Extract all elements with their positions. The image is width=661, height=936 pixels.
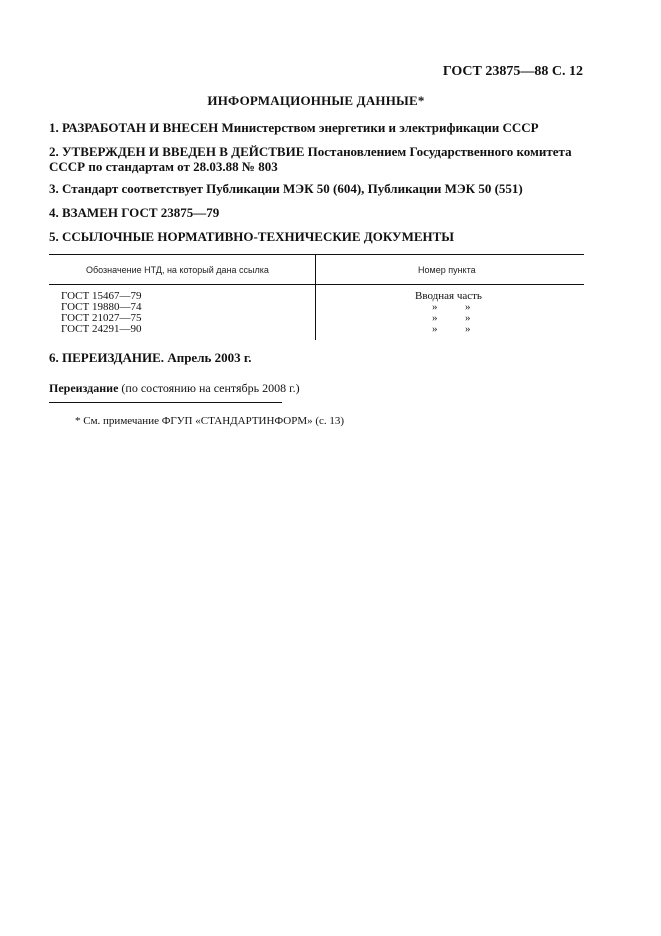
table-top-rule bbox=[49, 254, 584, 255]
document-reference: ГОСТ 23875—88 С. 12 bbox=[442, 64, 583, 79]
item-number: 4. bbox=[49, 205, 59, 220]
table-header-rule bbox=[49, 284, 584, 285]
table-cell-clause: Вводная часть bbox=[415, 290, 482, 302]
item-heading: РАЗРАБОТАН И ВНЕСЕН bbox=[62, 120, 219, 135]
reissue-label: Переиздание bbox=[49, 381, 119, 395]
reissue-text: (по состоянию на сентябрь 2008 г.) bbox=[121, 381, 300, 395]
table-column-divider bbox=[315, 254, 316, 340]
info-item-1 bbox=[49, 120, 599, 135]
table-header-ntd: Обозначение НТД, на который дана ссылка bbox=[86, 265, 269, 275]
info-item-5 bbox=[49, 229, 599, 244]
info-item-4 bbox=[49, 205, 599, 220]
table-cell-clause: » » bbox=[432, 323, 471, 335]
item-number: 6. bbox=[49, 350, 59, 365]
item-text: Министерством энергетики и электрификации СССР bbox=[221, 120, 539, 135]
item-text: Постановлением Государственного комитета СССР по стандартам от 28.03.88 № 803 bbox=[49, 144, 572, 174]
item-number: 5. bbox=[49, 229, 59, 244]
reissue-note bbox=[49, 381, 300, 396]
item-text: Апрель 2003 г. bbox=[167, 350, 252, 365]
item-number: 2. bbox=[49, 144, 59, 159]
info-item-3 bbox=[49, 181, 599, 196]
table-cell-ntd: ГОСТ 19880—74 bbox=[61, 301, 142, 313]
item-heading: УТВЕРЖДЕН И ВВЕДЕН В ДЕЙСТВИЕ bbox=[62, 144, 305, 159]
info-item-2 bbox=[49, 144, 594, 174]
table-cell-clause: » » bbox=[432, 312, 471, 324]
table-header-clause: Номер пункта bbox=[418, 265, 476, 275]
table-cell-clause: » » bbox=[432, 301, 471, 313]
item-number: 1. bbox=[49, 120, 59, 135]
item-text: Стандарт соответствует Публикации МЭК 50 (604), Публикации МЭК 50 (551) bbox=[62, 181, 523, 196]
footnote-rule bbox=[49, 402, 282, 403]
info-item-6 bbox=[49, 350, 599, 365]
page-title: ИНФОРМАЦИОННЫЕ ДАННЫЕ* bbox=[207, 93, 425, 108]
item-heading: ПЕРЕИЗДАНИЕ. bbox=[62, 350, 165, 365]
footnote: * См. примечание ФГУП «СТАНДАРТИНФОРМ» (с. 13) bbox=[75, 415, 345, 427]
item-heading: ВЗАМЕН ГОСТ 23875—79 bbox=[62, 205, 220, 220]
item-number: 3. bbox=[49, 181, 59, 196]
table-cell-ntd: ГОСТ 24291—90 bbox=[61, 323, 142, 335]
item-heading: ССЫЛОЧНЫЕ НОРМАТИВНО-ТЕХНИЧЕСКИЕ ДОКУМЕНТЫ bbox=[62, 229, 455, 244]
table-cell-ntd: ГОСТ 21027—75 bbox=[61, 312, 142, 324]
table-cell-ntd: ГОСТ 15467—79 bbox=[61, 290, 142, 302]
